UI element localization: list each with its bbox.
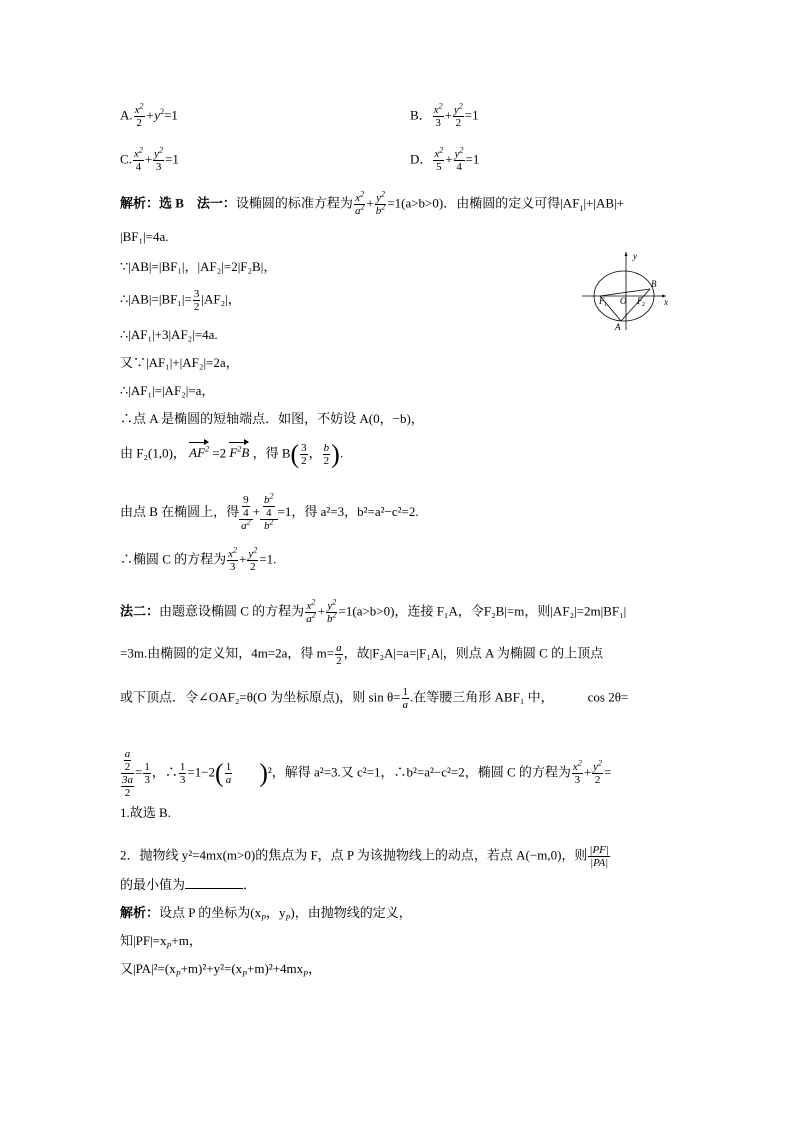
text: =3m.由椭圆的定义知，4m=2a，得 m= (120, 645, 335, 661)
method2-line-4: $\frac{\frac{a}{2}}{\frac{3a}{2}}$ = $\frac{1}{3}$ ，∴ $\frac{1}{3}$ =1−2( $\frac{1}{a}$ )²，解得 a²=3.又 c²=1，∴b²=a²−c²=2，椭圆 C 的方程为 $\frac{x^2}{3}$ + $\frac{y^2}{2}$ = (122, 748, 612, 799)
solution-line-9: 由 F₂(1,0)， $AF^2 =2$ $F^2B$ ，得 B( $\frac{3}{2}$ ， $\frac{b}{2}$ ). (120, 439, 344, 469)
point-a-label: A (615, 322, 621, 332)
problem2-line-2 (120, 876, 256, 894)
text: =1(a>b>0)．由椭圆的定义可得|AF (387, 195, 580, 211)
text: =1. (259, 551, 277, 567)
text: cos 2θ= (587, 689, 629, 705)
option-a-text: +y (145, 107, 161, 123)
vector-f2b: $F^2B$ (229, 445, 250, 461)
fraction: $\frac{x^2}{2}$ (134, 101, 144, 129)
problem2-line-1 (120, 844, 611, 869)
problem2-solution-2: 知$|PF|=x_P+m$， (120, 933, 202, 951)
text: 或下顶点．令∠OAF₂=θ(O 为坐标原点)，则 sin θ= (120, 689, 401, 705)
option-a: A. $\frac{x^2}{2}$ $+y^2=1$ (120, 101, 178, 129)
option-a-label: A. (120, 107, 133, 123)
method2-line-2: =3m.由椭圆的定义知，4m=2a，得 m= $\frac{a}{2}$ ，故|F₂A|=a=|F₁A|，则点 A 为椭圆 C 的上顶点 (120, 642, 604, 667)
solution-line-11: ∴椭圆 C 的方程为 $\frac{x^2}{3}$ + $\frac{y^2}{2}$ =1. (120, 545, 277, 573)
text: =1(a>b>0)，连接 F₁A，令F₂B|=m，则|AF₂|=2m|BF₁| (338, 603, 627, 619)
option-c-label: C. (120, 151, 132, 167)
text: ∴椭圆 C 的方程为 (120, 551, 227, 567)
solution-line-4: ∴|AB|=|BF₁|= $\frac{3}{2}$ |AF₂|， (120, 288, 241, 313)
text: +m)²+y²=(x (180, 961, 243, 976)
text: ，∴ (151, 764, 178, 780)
method2-line-5: 1.故选 B. (120, 805, 171, 820)
fraction-den: |PA| (590, 857, 609, 869)
method2-line-3: 或下顶点．令∠OAF₂=θ(O 为坐标原点)，则 sin θ= $\frac{1}{a}$ .在等腰三角形 ABF₁ 中， cos 2θ= (120, 686, 629, 711)
option-c-eq: =1 (165, 151, 179, 167)
vector-af2: $AF^2$ (189, 445, 210, 461)
solution-line-3: ∵|AB|=|BF₁|，|AF₂|=2|F₂B|， (120, 259, 277, 274)
text: 由 F₂(1,0)， (120, 445, 186, 461)
origin-label: O (620, 296, 627, 306)
point-b-label: B (651, 279, 657, 289)
text: ． (243, 877, 257, 892)
text: 设点 P 的坐标为(x (159, 905, 262, 920)
text: ，得 B (252, 445, 291, 461)
text: 知|PF|=x (120, 933, 167, 948)
text: 的最小值为 (120, 877, 186, 892)
option-b-label: B． (410, 107, 432, 123)
x-axis-label: x (664, 297, 668, 307)
text: ， (308, 961, 322, 976)
text: +m， (171, 933, 202, 948)
problem2-solution-1: 解析：设点 P 的坐标为($x_P$，$y_P$)，由抛物线的定义， (120, 905, 412, 923)
method2-line-1: 法二：由题意设椭圆 C 的方程为 $\frac{x^2}{a^2}$ + $\frac{y^2}{b^2}$ =1(a>b>0)，连接 F₁A，令F₂B|=m，则|AF₂|=2m|BF₁| (120, 597, 627, 625)
solution-head: 解析：选 B 法一： (120, 195, 236, 211)
text: = (604, 764, 612, 780)
point-f1-label: F (599, 296, 605, 306)
text: =1−2 (187, 764, 216, 780)
solution-line-10: 由点 B 在椭圆上，得 $\frac{\frac{9}{4}}{a^2}$ + $\frac{\frac{b^2}{4}}{b^2}$ =1，得 a²=3，b²=a²−c²=2. (120, 491, 419, 532)
text: ∴|AB|=|BF₁|= (120, 291, 192, 307)
option-d-label: D． (410, 151, 433, 167)
point-f2-label: F (637, 296, 643, 306)
method2-head: 法二： (120, 603, 160, 619)
text: =1，得 a²=3，b²=a²−c²=2. (277, 503, 419, 519)
solution-head: 解析： (120, 905, 160, 920)
solution-line-8: ∴点 A 是椭圆的短轴端点．如图，不妨设 A(0，−b)， (120, 411, 424, 426)
text: |+|AB|+ (583, 195, 624, 211)
option-b-eq: =1 (464, 107, 479, 123)
text: ，y (265, 905, 286, 920)
solution-line-2: |BF₁|=4a. (120, 229, 169, 244)
ellipse-figure (578, 248, 670, 333)
text: = (135, 764, 143, 780)
text: 由点 B 在椭圆上，得 (120, 503, 240, 519)
solution-line-7: ∴|AF₁|=|AF₂|=a， (120, 383, 215, 398)
solution-line-5: ∴|AF₁|+3|AF₂|=4a. (120, 327, 218, 342)
y-axis-label: y (633, 251, 637, 261)
answer-blank (185, 876, 243, 889)
text: 2．抛物线 y²=4mx(m>0)的焦点为 F，点 P 为该抛物线上的动点，若点 A(−m,0)，则 (120, 847, 588, 863)
text: .在等腰三角形 ABF₁ 中， (410, 689, 554, 705)
solution-line-1: 解析：选 B 法一：设椭圆的标准方程为 $\frac{x^2}{a^2}$ + $\frac{y^2}{b^2}$ =1(a>b>0)．由椭圆的定义可得$|AF_1|+|AB|+$ (120, 189, 624, 217)
text: 由题意设椭圆 C 的方程为 (159, 603, 305, 619)
text: ²，解得 a²=3.又 c²=1，∴b²=a²−c²=2，椭圆 C 的方程为 (267, 764, 571, 780)
text: =2 (212, 445, 227, 461)
option-b: B． $\frac{x^2}{3}$ + $\frac{y^2}{2}$ =1 (410, 101, 479, 129)
option-c: C. $\frac{x^2}{4}$ + $\frac{y^2}{3}$ =1 (120, 145, 179, 173)
fraction-num: |PF| (589, 844, 609, 856)
text: 又|PA|²=(x (120, 961, 176, 976)
option-d-eq: =1 (465, 151, 480, 167)
solution-line-6: 又∵|AF₁|+|AF₂|=2a， (120, 355, 239, 370)
problem2-solution-3: 又$|PA|^2=(x_P+m)^2+y^2=(x_P+m)^2+4mx_P$， (120, 961, 322, 979)
point-f1-sub: 1 (604, 302, 607, 308)
text: )，由抛物线的定义， (290, 905, 412, 920)
text: |AF₂|， (201, 291, 241, 307)
text: 设椭圆的标准方程为 (235, 195, 353, 211)
option-d: D． $\frac{x^2}{5}$ + $\frac{y^2}{4}$ =1 (410, 145, 480, 173)
option-a-eq: =1 (164, 107, 178, 123)
point-f2-sub: 2 (642, 302, 645, 308)
text: ，故|F₂A|=a=|F₁A|，则点 A 为椭圆 C 的上顶点 (343, 645, 604, 661)
text: +m)²+4mx (247, 961, 304, 976)
